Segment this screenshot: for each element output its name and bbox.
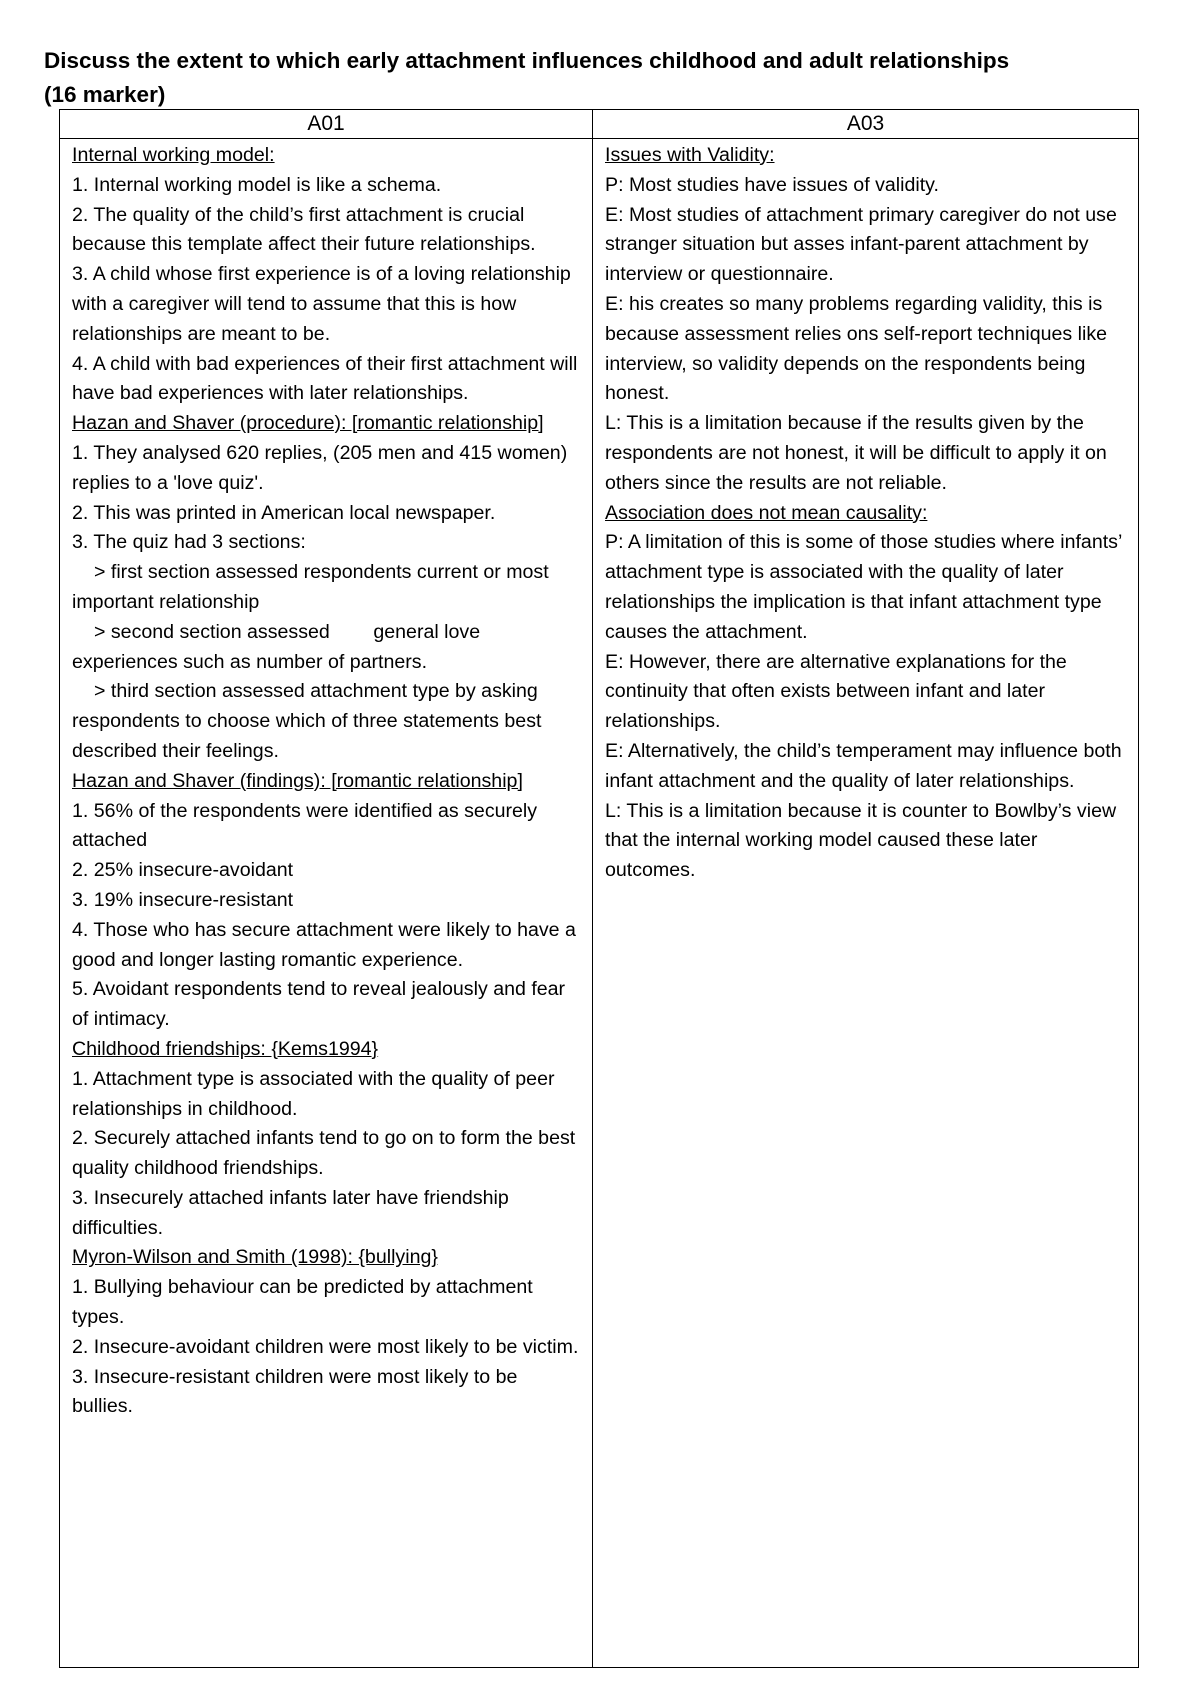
childhood-friendships-point: 1. Attachment type is associated with the quality of peer relationships in childhood. [72,1067,555,1120]
childhood-friendships-point: 2. Securely attached infants tend to go on to form the best quality childhood friendships. [72,1127,576,1180]
hs-finding: 4. Those who has secure attachment were likely to have a good and longer lasting romantic experience. [72,918,576,971]
iwm-point: 2. The quality of the child’s first attachment is crucial because this template affect their future relationships. [72,203,536,256]
hs-findings-heading: Hazan and Shaver (findings): [romantic relationship] [72,769,523,792]
childhood-friendships-heading: Childhood friendships: {Kems1994} [72,1037,379,1060]
hs-procedure-point: 3. The quiz had 3 sections: [72,531,306,554]
a01-cell [60,139,593,1668]
hs-finding: 5. Avoidant respondents tend to reveal jealously and fear of intimacy. [72,978,566,1031]
notes-table [59,109,1139,1668]
validity-point: P: Most studies have issues of validity. [605,173,939,196]
header-a03: A03 [593,110,1139,139]
causality-point: E: However, there are alternative explanations for the continuity that often exists between infant and later relationships. [605,650,1067,733]
validity-point: L: This is a limitation because if the results given by the respondents are not honest, it will be difficult to apply it on others since the results are not reliable. [605,412,1107,494]
validity-point: E: his creates so many problems regarding validity, this is because assessment relies ons self-report techniques like interview, so validity depends on the respondents being honest. [605,292,1108,405]
causality-point: P: A limitation of this is some of those studies where infants’ attachment type is associated with the quality of later relationships the implication is that infant attachment type causes the attachment. [605,531,1122,643]
validity-heading: Issues with Validity: [605,144,775,166]
title-line-2: (16 marker) [44,82,166,107]
title-line-1: Discuss the extent to which early attachment influences childhood and adult relationships [44,48,1010,73]
hs-finding: 3. 19% insecure-resistant [72,888,294,911]
causality-heading: Association does not mean causality: [605,501,928,524]
iwm-heading: Internal working model: [72,144,275,166]
hs-finding: 1. 56% of the respondents were identified as securely attached [72,799,538,852]
hs-procedure-point: 1. They analysed 620 replies, (205 men and 415 women) replies to a 'love quiz'. [72,441,568,494]
hs-quiz-section: > first section assessed respondents current or most important relationship [72,561,549,613]
iwm-point: 4. A child with bad experiences of their first attachment will have bad experiences with later relationships. [72,352,578,405]
myron-wilson-point: 2. Insecure-avoidant children were most likely to be victim. [72,1335,579,1358]
header-row [60,110,1139,139]
causality-point: L: This is a limitation because it is counter to Bowlby’s view that the internal working model caused these later outcomes. [605,799,1117,882]
myron-wilson-heading: Myron-Wilson and Smith (1998): {bullying} [72,1246,438,1269]
hs-procedure-heading: Hazan and Shaver (procedure): [romantic relationship] [72,412,544,435]
a03-cell [593,139,1139,1668]
document-title [44,44,1154,112]
hs-procedure-point: 2. This was printed in American local newspaper. [72,501,496,524]
iwm-point: 1. Internal working model is like a schema. [72,173,442,196]
myron-wilson-point: 1. Bullying behaviour can be predicted by attachment types. [72,1276,533,1329]
hs-finding: 2. 25% insecure-avoidant [72,859,294,882]
causality-point: E: Alternatively, the child’s temperament may influence both infant attachment and the quality of later relationships. [605,739,1122,792]
header-a01: A01 [60,110,593,139]
childhood-friendships-point: 3. Insecurely attached infants later have friendship difficulties. [72,1186,509,1239]
hs-quiz-section: > third section assessed attachment type by asking respondents to choose which of three statements best described their feelings. [72,680,542,762]
iwm-point: 3. A child whose first experience is of a loving relationship with a caregiver will tend to assume that this is how relationships are meant to be. [72,263,571,345]
validity-point: E: Most studies of attachment primary caregiver do not use stranger situation but asses infant-parent attachment by interview or questionnaire. [605,203,1117,286]
hs-quiz-section: > second section assessed general love experiences such as number of partners. [72,620,481,673]
myron-wilson-point: 3. Insecure-resistant children were most likely to be bullies. [72,1365,518,1418]
content-row [60,139,1139,1668]
